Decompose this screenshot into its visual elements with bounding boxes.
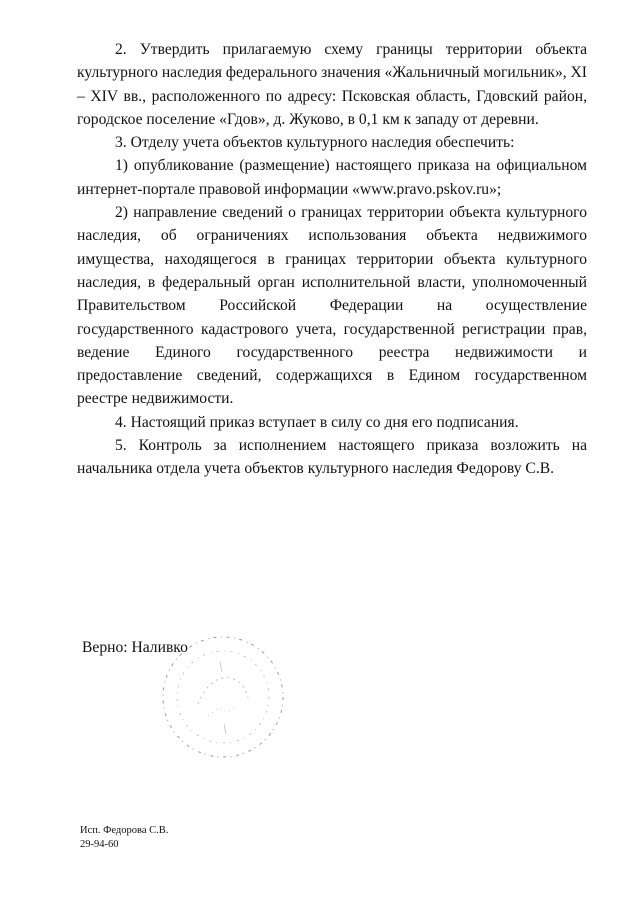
executor-info: [80, 824, 168, 852]
paragraph-item-2: 2. Утвердить прилагаемую схему границы территории объекта культурного наследия федерального значения «Жальничный могильник», XI – XIV вв., расположенного по адресу: Псковская область, Гдовский район, городское поселение «Гдов», д. Жуково, в 0,1 км к западу от деревни.: [77, 41, 587, 128]
paragraph-item-3: 3. Отделу учета объектов культурного наследия обеспечить:: [115, 134, 515, 152]
paragraph-item-5: 5. Контроль за исполнением настоящего приказа возложить на начальника отдела учета объектов культурного наследия Федорову С.В.: [77, 437, 587, 478]
seal-stamp: [158, 632, 288, 762]
executor-name: Исп. Федорова С.В.: [80, 825, 169, 836]
certification-line: Верно: Наливко: [82, 639, 188, 656]
paragraph-subitem-1: 1) опубликование (размещение) настоящего приказа на официальном интернет-портале правовой информации «www.pravo.pskov.ru»;: [77, 157, 587, 198]
executor-phone: 29-94-60: [80, 839, 119, 850]
paragraph-subitem-2: 2) направление сведений о границах территории объекта культурного наследия, об ограничениях использования объекта недвижимого имущества, находящегося в границах территории объекта культурного наследия, в федеральный орган исполнительной власти, уполномоченный Правительством Российской Федерации на осуществление государственного кадастрового учета, государственной регистрации прав, ведение Единого государственного реестра недвижимости и предоставление сведений, содержащихся в Едином государственном реестре недвижимости.: [77, 204, 587, 408]
paragraph-item-4: 4. Настоящий приказ вступает в силу со дня его подписания.: [115, 413, 519, 431]
document-body: [77, 38, 587, 481]
